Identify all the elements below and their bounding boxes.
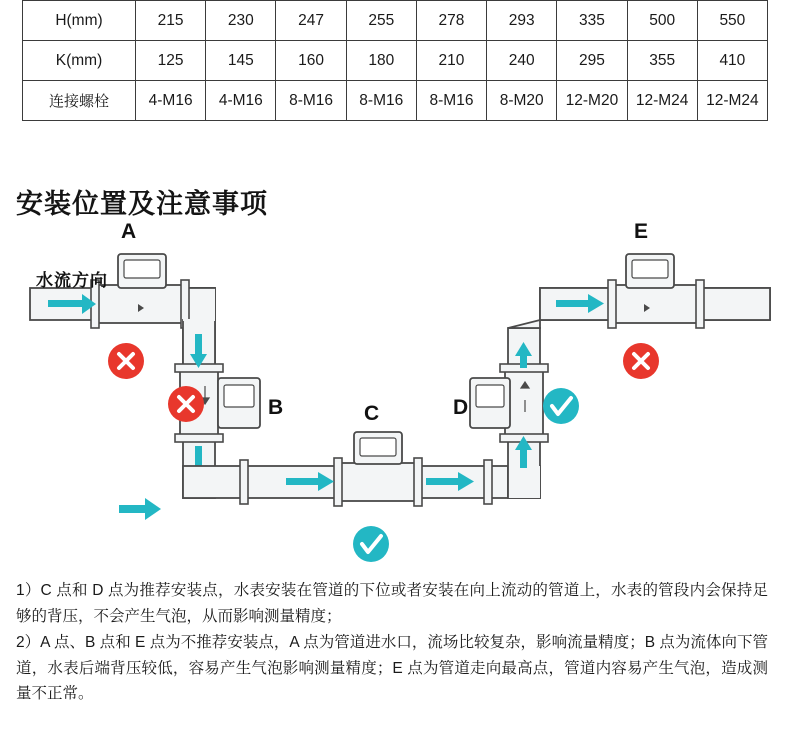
table-cell: 125 bbox=[136, 41, 206, 81]
pipe-segment-e bbox=[508, 254, 770, 328]
table-cell: 210 bbox=[416, 41, 486, 81]
table-cell: 240 bbox=[487, 41, 557, 81]
table-row bbox=[23, 1, 768, 41]
pipe-segment-c bbox=[183, 432, 540, 506]
water-flow-arrow bbox=[119, 498, 161, 520]
note-item: 1）C 点和 D 点为推荐安装点，水表安装在管道的下位或者安装在向上流动的管道上，水表的管段内会保持足够的背压，不会产生气泡，从而影响测量精度； bbox=[16, 582, 768, 625]
table-cell: 410 bbox=[697, 41, 767, 81]
table-cell: 8-M16 bbox=[416, 81, 486, 121]
point-label-c: C bbox=[364, 402, 380, 425]
marker-cross-a bbox=[108, 343, 144, 379]
point-label-b: B bbox=[268, 396, 284, 419]
marker-check-d bbox=[543, 388, 579, 424]
table-cell: 230 bbox=[206, 1, 276, 41]
point-label-d: D bbox=[453, 396, 469, 419]
water-flow-label: 水流方向 bbox=[36, 271, 108, 290]
pipe-schematic bbox=[0, 228, 790, 568]
notes-section bbox=[16, 578, 768, 708]
table-cell: 295 bbox=[557, 41, 627, 81]
point-label-a: A bbox=[121, 220, 137, 243]
installation-diagram bbox=[0, 220, 790, 568]
row-header: K(mm) bbox=[23, 41, 136, 81]
table-cell: 247 bbox=[276, 1, 346, 41]
table-cell: 12-M20 bbox=[557, 81, 627, 121]
spec-table-container bbox=[22, 0, 768, 121]
note-item: 2）A 点、B 点和 E 点为不推荐安装点，A 点为管道进水口，流场比较复杂，影响流量精度；B 点为流体向下管道，水表后端背压较低，容易产生气泡影响测量精度；E 点为管道走向最高点，管道内容易产生气泡，造成测量不正常。 bbox=[16, 634, 768, 702]
table-cell: 8-M16 bbox=[276, 81, 346, 121]
table-cell: 550 bbox=[697, 1, 767, 41]
table-cell: 293 bbox=[487, 1, 557, 41]
marker-check-c bbox=[353, 526, 389, 562]
table-cell: 500 bbox=[627, 1, 697, 41]
marker-cross-e bbox=[623, 343, 659, 379]
table-cell: 215 bbox=[136, 1, 206, 41]
table-cell: 8-M16 bbox=[346, 81, 416, 121]
table-cell: 255 bbox=[346, 1, 416, 41]
table-row bbox=[23, 81, 768, 121]
table-cell: 12-M24 bbox=[627, 81, 697, 121]
marker-cross-b bbox=[168, 386, 204, 422]
table-cell: 4-M16 bbox=[136, 81, 206, 121]
table-cell: 355 bbox=[627, 41, 697, 81]
table-cell: 335 bbox=[557, 1, 627, 41]
table-cell: 145 bbox=[206, 41, 276, 81]
table-cell: 180 bbox=[346, 41, 416, 81]
table-cell: 160 bbox=[276, 41, 346, 81]
row-header: 连接螺栓 bbox=[23, 81, 136, 121]
point-label-e: E bbox=[634, 220, 649, 243]
table-cell: 278 bbox=[416, 1, 486, 41]
table-cell: 4-M16 bbox=[206, 81, 276, 121]
row-header: H(mm) bbox=[23, 1, 136, 41]
table-cell: 8-M20 bbox=[487, 81, 557, 121]
spec-table bbox=[22, 0, 768, 121]
table-row bbox=[23, 41, 768, 81]
page-title: 安装位置及注意事项 bbox=[16, 189, 268, 219]
table-cell: 12-M24 bbox=[697, 81, 767, 121]
